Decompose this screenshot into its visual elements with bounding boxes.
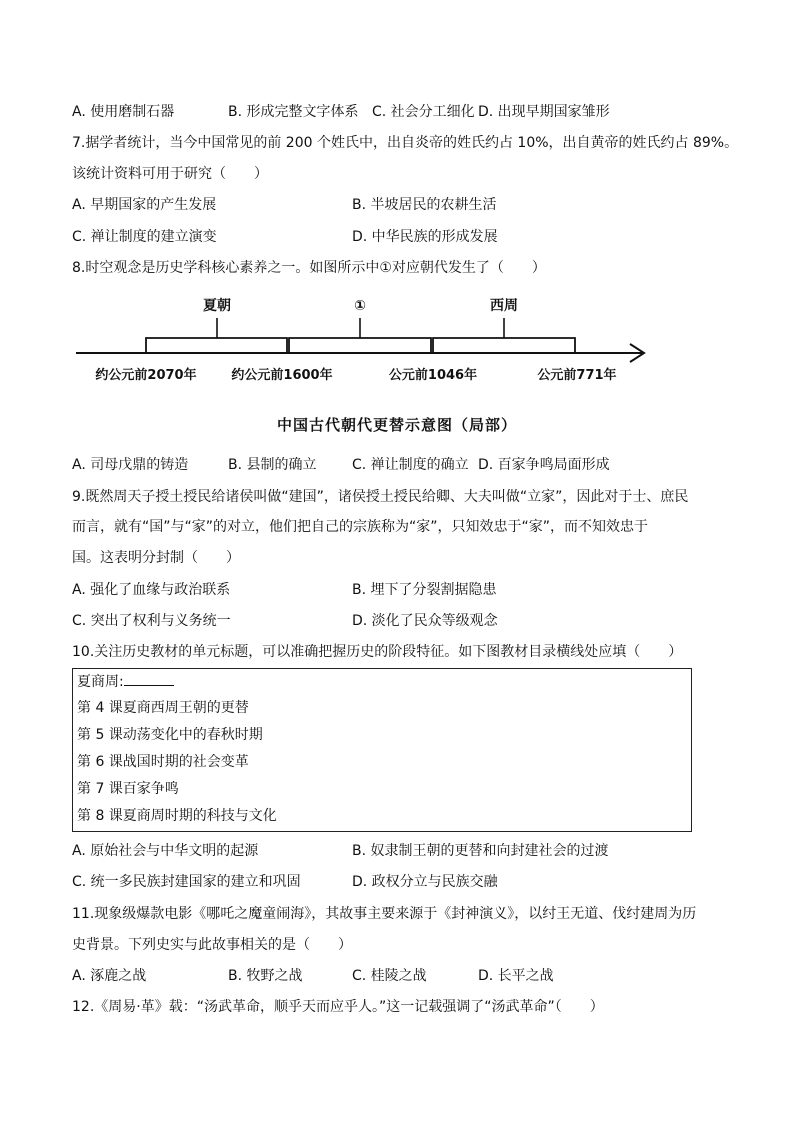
- timeline-bracket-xizhou: [433, 338, 575, 353]
- timeline-bracket-1: [289, 338, 431, 353]
- q11-stem-line2: 史背景。下列史实与此故事相关的是（ ）: [72, 937, 352, 953]
- q10-option-d: D. 政权分立与民族交融: [352, 874, 498, 890]
- q11-stem-line1: 11.现象级爆款电影《哪吒之魔童闹海》，其故事主要来源于《封神演义》，以纣王无道、伐纣建周为历: [72, 906, 697, 922]
- timeline-bracket-xia: [146, 338, 287, 353]
- q6-option-b: B. 形成完整文字体系: [228, 104, 359, 120]
- q10-option-b: B. 奴隶制王朝的更替和向封建社会的过渡: [352, 843, 609, 859]
- toc-item: 第 5 课动荡变化中的春秋时期: [77, 727, 263, 743]
- q9-option-b: B. 埋下了分裂割据隐患: [352, 582, 497, 598]
- textbook-toc-box: [72, 668, 692, 832]
- q11-option-d: D. 长平之战: [478, 968, 554, 984]
- timeline-caption: 中国古代朝代更替示意图（局部）: [276, 416, 517, 434]
- timeline-period-label-xizhou: 西周: [490, 298, 518, 314]
- q8-option-d: D. 百家争鸣局面形成: [478, 457, 610, 473]
- timeline-period-label-1: ①: [354, 298, 366, 314]
- timeline-date-771bc: 公元前771年: [537, 368, 617, 383]
- q6-option-a: A. 使用磨制石器: [72, 104, 175, 120]
- q7-option-a: A. 早期国家的产生发展: [72, 197, 217, 213]
- toc-item: 第 4 课夏商西周王朝的更替: [77, 700, 249, 716]
- q10-option-c: C. 统一多民族封建国家的建立和巩固: [72, 874, 301, 890]
- q11-option-b: B. 牧野之战: [228, 968, 303, 984]
- timeline-date-1046bc: 公元前1046年: [388, 368, 478, 383]
- q9-option-a: A. 强化了血缘与政治联系: [72, 582, 231, 598]
- q8-option-c: C. 禅让制度的确立: [352, 457, 469, 473]
- q8-option-b: B. 县制的确立: [228, 457, 317, 473]
- q8-option-a: A. 司母戊鼎的铸造: [72, 457, 189, 473]
- q7-option-d: D. 中华民族的形成发展: [352, 229, 498, 245]
- toc-item: 第 6 课战国时期的社会变革: [77, 754, 249, 770]
- timeline-date-1600bc: 约公元前1600年: [231, 368, 333, 383]
- timeline-date-2070bc: 约公元前2070年: [95, 368, 197, 383]
- toc-heading-row: [77, 671, 174, 692]
- q7-option-c: C. 禅让制度的建立演变: [72, 229, 217, 245]
- q6-option-c: C. 社会分工细化: [372, 104, 475, 120]
- toc-item: 第 7 课百家争鸣: [77, 781, 179, 797]
- q7-stem-line2: 该统计资料可用于研究（ ）: [72, 166, 268, 182]
- q8-stem: 8.时空观念是历史学科核心素养之一。如图所示中①对应朝代发生了（ ）: [72, 260, 546, 276]
- dynasty-timeline-diagram: [72, 288, 662, 398]
- q9-stem-line2: 而言，就有“国”与“家”的对立，他们把自己的宗族称为“家”，只知效忠于“家”，而不知效忠于: [72, 519, 649, 535]
- q11-option-c: C. 桂陵之战: [352, 968, 427, 984]
- q9-option-d: D. 淡化了民众等级观念: [352, 613, 498, 629]
- q7-option-b: B. 半坡居民的农耕生活: [352, 197, 497, 213]
- q6-option-d: D. 出现早期国家雏形: [478, 104, 610, 120]
- toc-item: 第 8 课夏商周时期的科技与文化: [77, 808, 277, 824]
- toc-blank-line: [124, 671, 174, 686]
- q10-stem: 10.关注历史教材的单元标题，可以准确把握历史的阶段特征。如下图教材目录横线处应填（ ）: [72, 644, 683, 660]
- q7-stem-line1: 7.据学者统计，当今中国常见的前 200 个姓氏中，出自炎帝的姓氏约占 10%，出自黄帝的姓氏约占 89%。: [72, 135, 739, 151]
- timeline-period-label-xia: 夏朝: [203, 298, 231, 314]
- q11-option-a: A. 涿鹿之战: [72, 968, 147, 984]
- toc-heading: 夏商周:: [77, 674, 124, 690]
- q9-stem-line3: 国。这表明分封制（ ）: [72, 550, 240, 566]
- q12-stem: 12.《周易·革》载：“汤武革命，顺乎天而应乎人。”这一记载强调了“汤武革命”（ ）: [72, 999, 604, 1015]
- q9-option-c: C. 突出了权利与义务统一: [72, 613, 231, 629]
- q9-stem-line1: 9.既然周天子授土授民给诸侯叫做“建国”，诸侯授土授民给卿、大夫叫做“立家”，因此对于士、庶民: [72, 489, 689, 505]
- q10-option-a: A. 原始社会与中华文明的起源: [72, 843, 259, 859]
